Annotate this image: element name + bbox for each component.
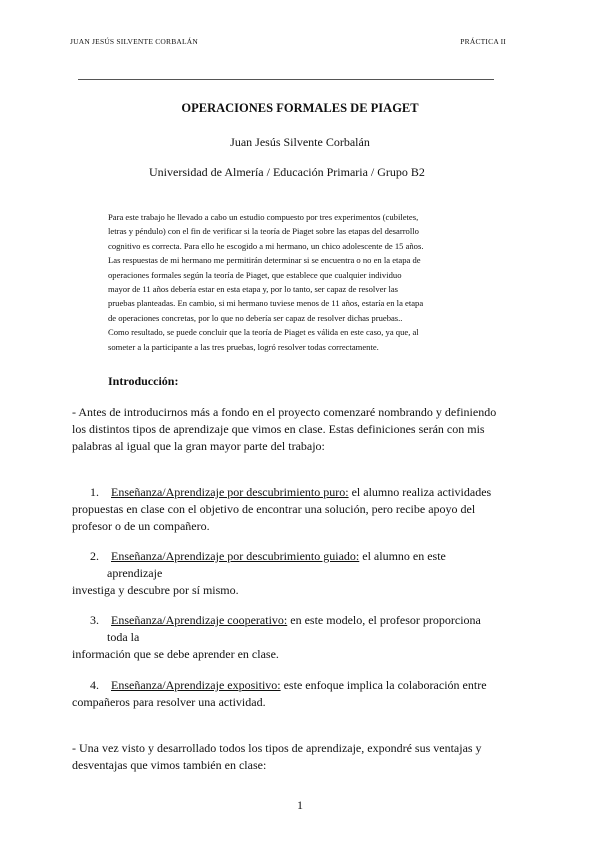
paragraph-line: propuestas en clase con el objetivo de encontrar una solución, pero recibe apoyo del [72, 502, 476, 516]
abstract-line: operaciones formales según la teoría de Piaget, que establece que cualquier individuo [108, 269, 402, 280]
running-header-practice: PRÁCTICA II [460, 37, 506, 46]
list-number: 1. [90, 485, 99, 499]
list-item [72, 548, 520, 599]
abstract-line: letras y péndulo) con el fin de verificar si la teoría de Piaget sobre las etapas del desarrollo [108, 226, 419, 237]
abstract [108, 210, 491, 354]
abstract-line: Las respuestas de mi hermano me permitirán determinar si se encuentra o no en la etapa de [108, 255, 421, 266]
abstract-line: de operaciones concretas, por lo que no debería ser capaz de resolver dichas pruebas.. [108, 312, 403, 323]
list-description: este enfoque implica la colaboración entre [280, 678, 487, 692]
closing-paragraph [72, 740, 520, 774]
paragraph-line: los distintos tipos de aprendizaje que vimos en clase. Estas definiciones serán con mis [72, 422, 485, 436]
document-title: OPERACIONES FORMALES DE PIAGET [181, 101, 419, 115]
list-item [72, 612, 520, 663]
paragraph-line: - Antes de introducirnos más a fondo en el proyecto comenzaré nombrando y definiendo [72, 405, 497, 419]
abstract-line: someter a la participante a las tres pruebas, logró resolver todas correctamente. [108, 341, 379, 352]
paragraph-line: información que se debe aprender en clase. [72, 647, 279, 661]
list-term: Enseñanza/Aprendizaje por descubrimiento puro: [111, 485, 349, 499]
list-term: Enseñanza/Aprendizaje expositivo: [111, 678, 281, 692]
author-name: Juan Jesús Silvente Corbalán [230, 135, 370, 149]
abstract-line: Como resultado, se puede concluir que la teoría de Piaget es válida en este caso, ya que, al [108, 327, 419, 338]
header-divider [78, 79, 494, 80]
introduction-heading: Introducción: [108, 374, 179, 388]
list-item [72, 484, 520, 535]
abstract-line: pruebas planteadas. En cambio, si mi hermano tuviese menos de 11 años, estaría en la etapa [108, 298, 424, 309]
paragraph-line: - Una vez visto y desarrollado todos los tipos de aprendizaje, expondré sus ventajas y [72, 741, 482, 755]
intro-paragraph [72, 404, 520, 455]
list-number: 3. [90, 613, 99, 627]
affiliation: Universidad de Almería / Educación Primaria / Grupo B2 [149, 165, 425, 179]
paragraph-line: investiga y descubre por sí mismo. [72, 583, 239, 597]
list-description: el alumno realiza actividades [348, 485, 492, 499]
list-description: el alumno en este [359, 549, 446, 563]
list-term: Enseñanza/Aprendizaje por descubrimiento guiado: [111, 549, 360, 563]
abstract-line: mayor de 11 años debería estar en esta etapa y, por lo tanto, ser capaz de resolver las [108, 284, 398, 295]
page-number: 1 [297, 798, 303, 812]
paragraph-line: compañeros para resolver una actividad. [72, 695, 266, 709]
paragraph-line: palabras al igual que la gran mayor parte del trabajo: [72, 439, 325, 453]
paragraph-line: toda la [107, 630, 140, 644]
list-item [72, 677, 520, 711]
abstract-line: cognitivo es correcta. Para ello he escogido a mi hermano, un chico adolescente de 15 años. [108, 240, 424, 251]
list-description: en este modelo, el profesor proporciona [287, 613, 481, 627]
running-header-author: JUAN JESÚS SILVENTE CORBALÁN [70, 37, 199, 46]
abstract-line: Para este trabajo he llevado a cabo un estudio compuesto por tres experimentos (cubiletes, [108, 212, 419, 222]
list-number: 4. [90, 678, 99, 692]
list-number: 2. [90, 549, 99, 563]
list-term: Enseñanza/Aprendizaje cooperativo: [111, 613, 288, 627]
paragraph-line: aprendizaje [107, 566, 163, 580]
paragraph-line: desventajas que vimos también en clase: [72, 758, 267, 772]
paragraph-line: profesor o de un compañero. [72, 519, 210, 533]
